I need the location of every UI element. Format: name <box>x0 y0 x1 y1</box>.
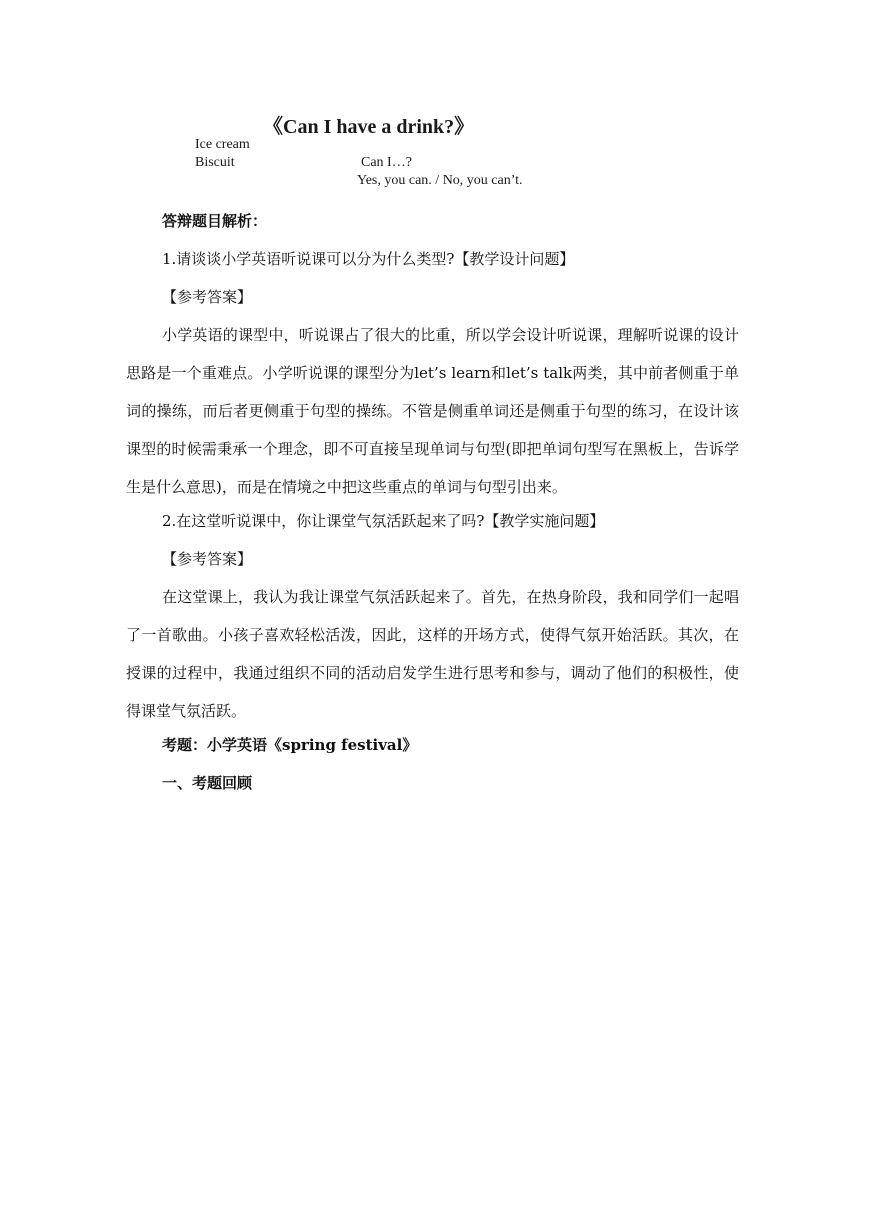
exam-topic: 考题：小学英语《spring festival》 <box>162 736 418 754</box>
board-word-ice-cream: Ice cream <box>195 137 250 152</box>
section-heading: 答辩题目解析： <box>162 212 268 230</box>
board-sentence-question: Can I…? <box>361 155 412 170</box>
answer-label-1: 【参考答案】 <box>162 288 253 306</box>
question-2: 2.在这堂听说课中，你让课堂气氛活跃起来了吗?【教学实施问题】 <box>162 512 605 530</box>
answer-label-2: 【参考答案】 <box>162 550 253 568</box>
review-heading: 一、考题回顾 <box>162 774 253 792</box>
answer-text-2: 在这堂课上，我认为我让课堂气氛活跃起来了。首先，在热身阶段，我和同学们一起唱了一首歌曲。小孩子喜欢轻松活泼，因此，这样的开场方式，使得气氛开始活跃。其次，在授课的过程中，我通过组织不同的活动启发学生进行思考和参与，调动了他们的积极性，使得课堂气氛活跃。 <box>126 588 739 720</box>
blackboard-design-image <box>185 106 555 196</box>
board-word-biscuit: Biscuit <box>195 155 235 170</box>
answer-text-1: 小学英语的课型中，听说课占了很大的比重，所以学会设计听说课，理解听说课的设计思路是一个重难点。小学听说课的课型分为let’s learn和let’s talk两类，其中前者侧重于单词的操练，而后者更侧重于句型的操练。不管是侧重单词还是侧重于句型的练习，在设计该课型的时候需秉承一个理念，即不可直接呈现单词与句型(即把单词句型写在黑板上，告诉学生是什么意思)，而是在情境之中把这些重点的单词与句型引出来。 <box>126 326 739 496</box>
question-1: 1.请谈谈小学英语听说课可以分为什么类型?【教学设计问题】 <box>162 250 575 268</box>
board-sentence-answer: Yes, you can. / No, you can’t. <box>357 173 523 188</box>
board-title: 《Can I have a drink?》 <box>263 116 475 138</box>
